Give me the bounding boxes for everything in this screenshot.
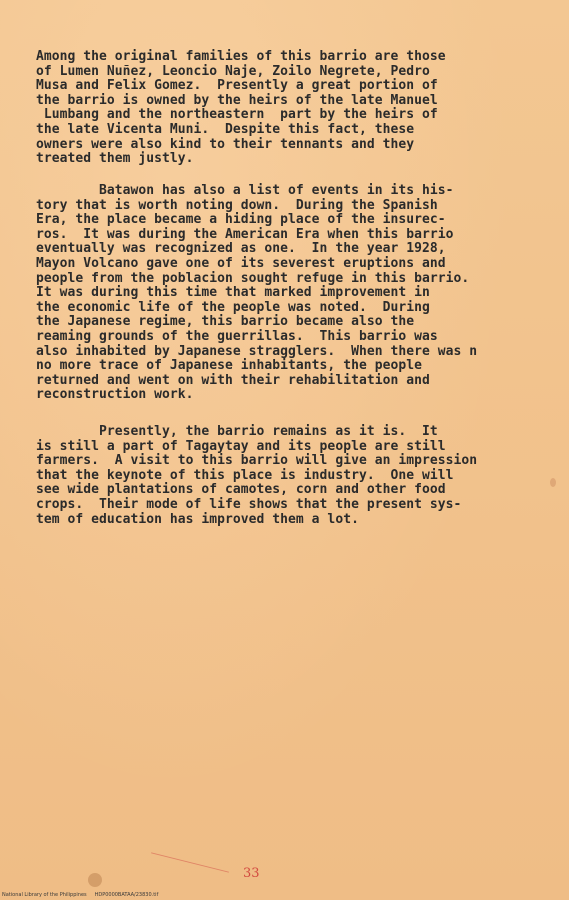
paper-stain-right [550, 478, 556, 487]
paper-stain-left [88, 873, 102, 887]
text-line: reaming grounds of the guerrillas. This barrio was [36, 328, 438, 344]
text-line: Era, the place became a hiding place of the insurec- [36, 212, 446, 228]
text-line: It was during this time that marked improvement in [36, 285, 430, 301]
text-line: Batawon has also a list of events in its his- [36, 183, 454, 198]
paragraph-present [36, 425, 541, 527]
text-line: no more trace of Japanese inhabitants, the people [36, 358, 422, 374]
text-line: Presently, the barrio remains as it is. It [36, 424, 438, 439]
text-line: ros. It was during the American Era when this barrio [36, 226, 454, 242]
text-line: returned and went on with their rehabilitation and [36, 372, 430, 388]
text-line: the barrio is owned by the heirs of the late Manuel [36, 92, 438, 108]
page-number: 33 [243, 866, 260, 881]
text-line: crops. Their mode of life shows that the present sys- [36, 496, 462, 512]
text-line: the Japanese regime, this barrio became also the [36, 314, 415, 330]
text-line: the late Vicenta Muni. Despite this fact, these [36, 121, 415, 137]
text-line: treated them justly. [36, 151, 194, 167]
text-line: people from the poblacion sought refuge in this barrio. [36, 270, 470, 286]
text-line: the economic life of the people was noted. During [36, 299, 430, 315]
text-line: tory that is worth noting down. During the Spanish [36, 197, 438, 213]
text-line: Mayon Volcano gave one of its severest eruptions and [36, 255, 446, 271]
text-line: Musa and Felix Gomez. Presently a great portion of [36, 78, 438, 94]
text-line: Among the original families of this barrio are those [36, 49, 446, 64]
text-line: that the keynote of this place is industry. One will [36, 467, 454, 483]
scan-footer: National Library of the Philippines HDP0000BATAA/23830.tif [2, 892, 159, 898]
text-line: see wide plantations of camotes, corn and other food [36, 482, 446, 498]
text-line: tem of education has improved them a lot. [36, 511, 359, 527]
text-line: is still a part of Tagaytay and its people are still [36, 438, 446, 454]
paragraph-history [36, 184, 541, 403]
text-line: of Lumen Nuñez, Leoncio Naje, Zoilo Negrete, Pedro [36, 63, 430, 79]
text-line: farmers. A visit to this barrio will give an impression [36, 453, 478, 469]
text-line: reconstruction work. [36, 387, 194, 403]
text-line: Lumbang and the northeastern part by the heirs of [36, 107, 438, 123]
text-line: also inhabited by Japanese stragglers. When there was n [36, 343, 478, 359]
pen-mark [151, 852, 229, 872]
paragraph-families [36, 50, 541, 167]
text-line: eventually was recognized as one. In the year 1928, [36, 241, 446, 257]
text-line: owners were also kind to their tennants and they [36, 136, 415, 152]
